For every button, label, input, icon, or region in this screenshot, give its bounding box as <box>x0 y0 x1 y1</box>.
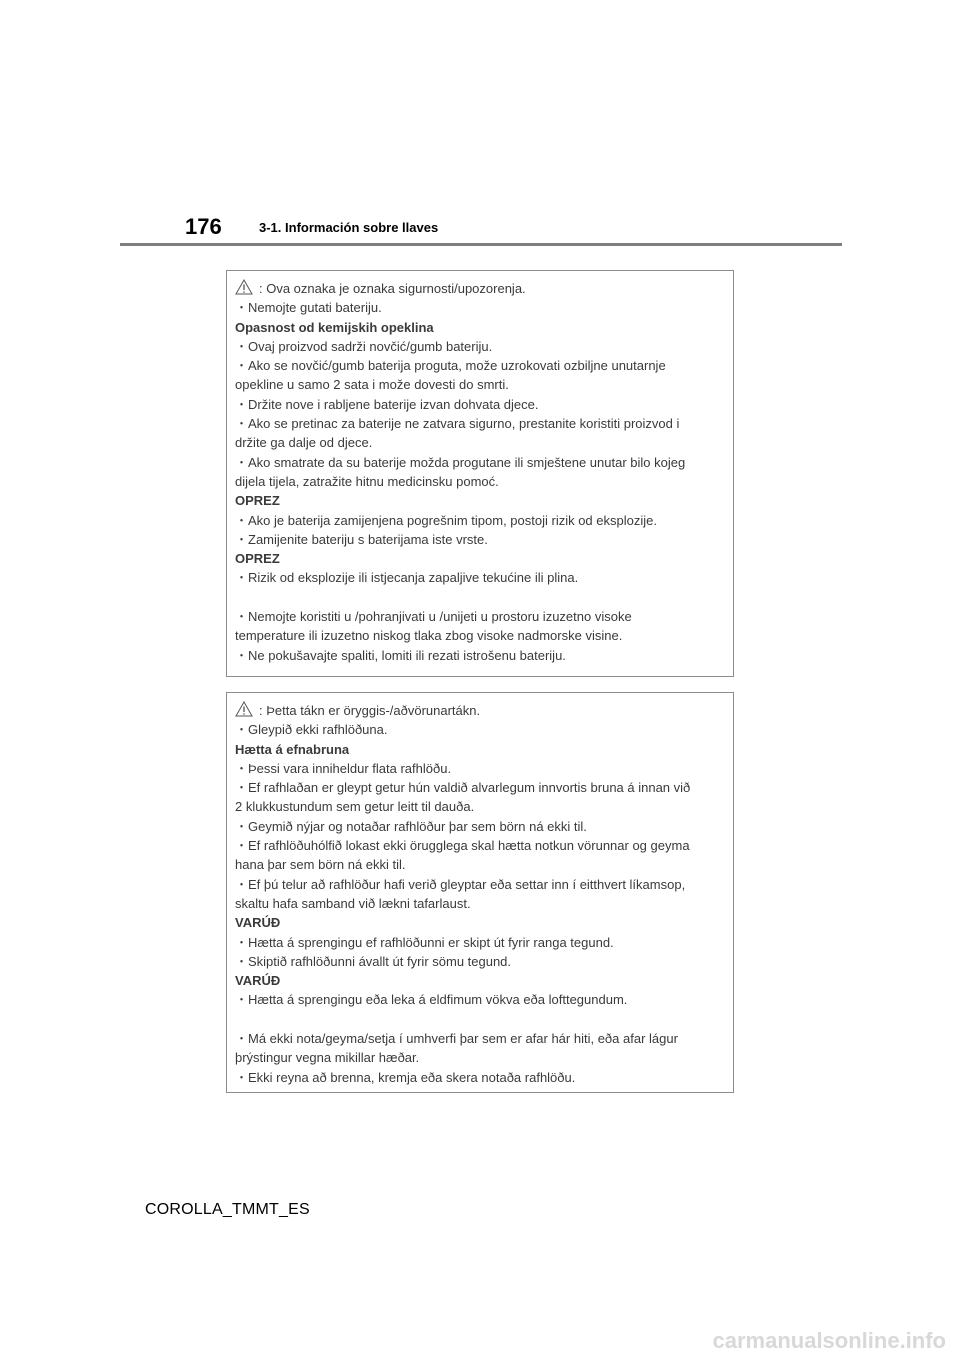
warning-text-line: hana þar sem börn ná ekki til. <box>235 857 406 873</box>
warning-text-line: ・Držite nove i rabljene baterije izvan dohvata djece. <box>235 396 539 412</box>
warning-text-line: ・Ef þú telur að rafhlöður hafi verið gleyptar eða settar inn í eitthvert líkamsop, <box>235 876 686 892</box>
blank-line <box>235 1010 733 1029</box>
warning-text-line: ・Ako smatrate da su baterije možda progutane ili smještene unutar bilo kojeg <box>235 454 686 470</box>
footer-watermark: carmanualsonline.info <box>712 1328 946 1353</box>
warning-text-line: temperature ili izuzetno niskog tlaka zbog visoke nadmorske visine. <box>235 628 623 644</box>
warning-text-line: ・Nemojte gutati bateriju. <box>235 300 382 316</box>
warning-text-line: ・Skiptið rafhlöðunni ávallt út fyrir sömu tegund. <box>235 953 512 969</box>
warning-text-line: ・Gleypið ekki rafhlöðuna. <box>235 722 388 738</box>
warning-triangle-icon <box>235 279 253 295</box>
section-title: 3-1. Información sobre llaves <box>259 220 439 235</box>
warning-text-line: ・Ako je baterija zamijenjena pogrešnim tipom, postoji rizik od eksplozije. <box>235 512 657 528</box>
warning-text-line: ・Nemojte koristiti u /pohranjivati u /unijeti u prostoru izuzetno visoke <box>235 609 632 625</box>
warning-text-line: ・Ovaj proizvod sadrži novčić/gumb bateriju. <box>235 338 493 354</box>
warning-text-line: ・Ekki reyna að brenna, kremja eða skera notaða rafhlöðu. <box>235 1069 576 1085</box>
warning-text-line: ・Ne pokušavajte spaliti, lomiti ili rezati istrošenu bateriju. <box>235 647 566 663</box>
warning-text-line: ・Hætta á sprengingu eða leka á eldfimum vökva eða lofttegundum. <box>235 992 628 1008</box>
warning-heading: VARÚÐ <box>235 973 281 989</box>
warning-text-line: dijela tijela, zatražite hitnu medicinsku pomoć. <box>235 473 499 489</box>
warning-text-line: držite ga dalje od djece. <box>235 435 373 451</box>
page-number: 176 <box>185 214 222 239</box>
warning-text-line: opekline u samo 2 sata i može dovesti do smrti. <box>235 377 509 393</box>
warning-legend-line <box>235 279 733 298</box>
header-rule <box>120 243 842 246</box>
warning-text-line: 2 klukkustundum sem getur leitt til dauða. <box>235 799 475 815</box>
warning-legend-text: : Ova oznaka je oznaka sigurnosti/upozorenja. <box>259 281 526 296</box>
warning-text-line: þrýstingur vegna mikillar hæðar. <box>235 1050 420 1066</box>
warning-legend-text: : Þetta tákn er öryggis-/aðvörunartákn. <box>259 703 481 718</box>
warning-heading: Hætta á efnabruna <box>235 741 350 757</box>
warning-text-line: ・Ako se pretinac za baterije ne zatvara sigurno, prestanite koristiti proizvod i <box>235 416 680 432</box>
warning-text-line: ・Rizik od eksplozije ili istjecanja zapaljive tekućine ili plina. <box>235 570 579 586</box>
footer-model-code: COROLLA_TMMT_ES <box>145 1201 310 1218</box>
warning-text-line: ・Má ekki nota/geyma/setja í umhverfi þar sem er afar hár hiti, eða afar lágur <box>235 1031 678 1047</box>
warning-heading: VARÚÐ <box>235 915 281 931</box>
warning-text-line: ・Hætta á sprengingu ef rafhlöðunni er skipt út fyrir ranga tegund. <box>235 934 614 950</box>
warning-legend-line <box>235 701 733 720</box>
warning-text-line: ・Ako se novčić/gumb baterija proguta, može uzrokovati ozbiljne unutarnje <box>235 358 666 374</box>
warning-heading: OPREZ <box>235 551 280 567</box>
warning-text-line: ・Geymið nýjar og notaðar rafhlöður þar sem börn ná ekki til. <box>235 818 587 834</box>
warning-text-line: ・Zamijenite bateriju s baterijama iste vrste. <box>235 531 488 547</box>
warning-triangle-icon <box>235 701 253 717</box>
warning-box-icelandic <box>226 692 734 1093</box>
warning-box-croatian <box>226 270 734 677</box>
warning-heading: Opasnost od kemijskih opeklina <box>235 319 434 335</box>
warning-text-line: ・Ef rafhlaðan er gleypt getur hún valdið alvarlegum innvortis bruna á innan við <box>235 780 691 796</box>
warning-text-line: ・Þessi vara inniheldur flata rafhlöðu. <box>235 760 452 776</box>
warning-heading: OPREZ <box>235 493 280 509</box>
blank-line <box>235 588 733 607</box>
warning-text-line: skaltu hafa samband við lækni tafarlaust. <box>235 895 471 911</box>
warning-text-line: ・Ef rafhlöðuhólfið lokast ekki örugglega skal hætta notkun vörunnar og geyma <box>235 838 690 854</box>
